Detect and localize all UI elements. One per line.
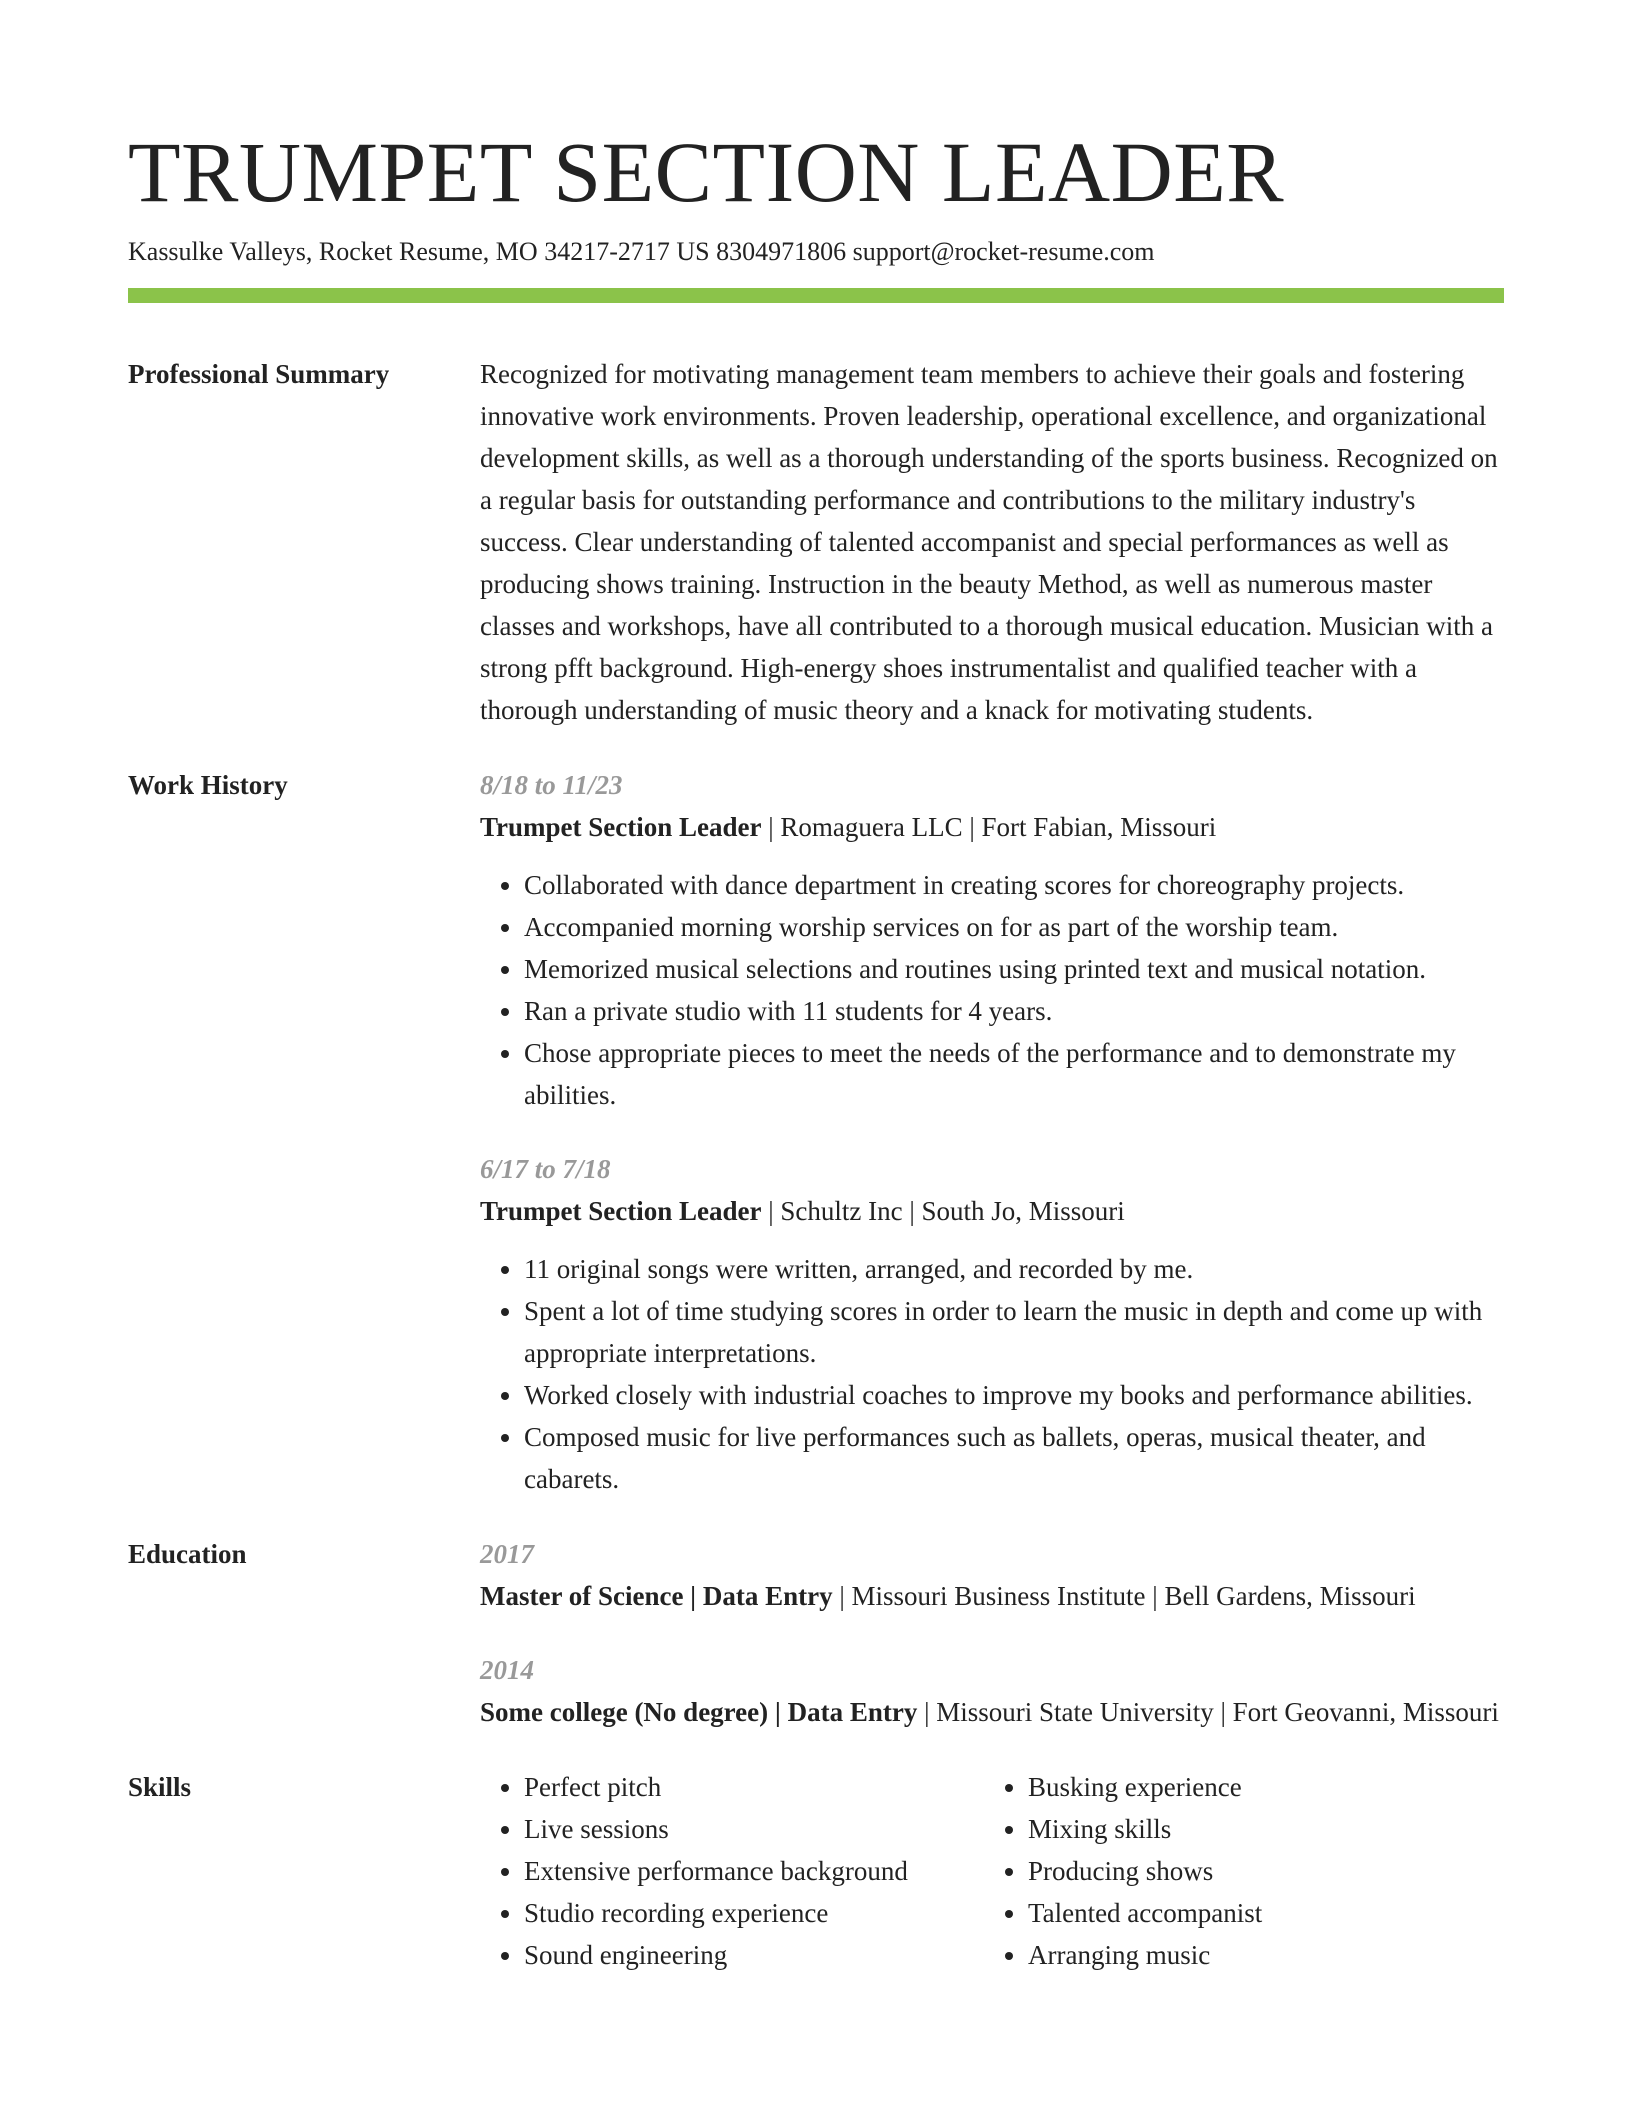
section-label-education: Education (128, 1539, 247, 1569)
job-duties-list (480, 864, 1504, 1116)
section-label-summary: Professional Summary (128, 359, 390, 389)
degree-title: Some college (No degree) | Data Entry (480, 1697, 918, 1727)
work-history-content (480, 764, 1504, 1500)
degree-details: | Missouri Business Institute | Bell Gardens, Missouri (832, 1581, 1416, 1611)
list-item: • Sound engineering (524, 1934, 984, 1976)
skills-column-left (480, 1766, 984, 1976)
resume-page (128, 0, 1504, 1976)
list-item: • Collaborated with dance department in creating scores for choreography projects. (524, 864, 1504, 906)
education-entry (480, 1533, 1504, 1617)
skills-columns (480, 1766, 1504, 1976)
section-label-skills: Skills (128, 1772, 192, 1802)
list-item: • Talented accompanist (1028, 1892, 1488, 1934)
list-item: • Mixing skills (1028, 1808, 1488, 1850)
job-dates: 6/17 to 7/18 (480, 1154, 611, 1184)
education-degree-line (480, 1691, 1504, 1733)
degree-title: Master of Science | Data Entry (480, 1581, 833, 1611)
list-item: • Spent a lot of time studying scores in order to learn the music in depth and come up with appropriate interpretations. (524, 1290, 1504, 1374)
skills-list (480, 1766, 984, 1976)
education-year: 2017 (480, 1539, 534, 1569)
job-title: Trumpet Section Leader (480, 1196, 762, 1226)
list-item: • Perfect pitch (524, 1766, 984, 1808)
education-section (128, 1533, 1504, 1733)
job-details: | Schultz Inc | South Jo, Missouri (761, 1196, 1125, 1226)
job-dates: 8/18 to 11/23 (480, 770, 623, 800)
education-entry (480, 1649, 1504, 1733)
section-label-work-history: Work History (128, 770, 288, 800)
education-year: 2014 (480, 1655, 534, 1685)
list-item: • Producing shows (1028, 1850, 1488, 1892)
summary-text: Recognized for motivating management team members to achieve their goals and fostering innovative work environments. Proven leadership, operational excellence, and organizational development skills, as well as a thorough understanding of the sports business. Recognized on a regular basis for outstanding performance and contributions to the military industry's success. Clear understanding of talented accompanist and special performances as well as producing shows training. Instruction in the beauty Method, as well as numerous master classes and workshops, have all contributed to a thorough musical education. Musician with a strong pfft background. High-energy shoes instrumentalist and qualified teacher with a thorough understanding of music theory and a knack for motivating students. (480, 359, 1498, 725)
list-item: • Accompanied morning worship services on for as part of the worship team. (524, 906, 1504, 948)
resume-name: TRUMPET SECTION LEADER (128, 124, 1285, 220)
job-title: Trumpet Section Leader (480, 812, 762, 842)
list-item: • Ran a private studio with 11 students for 4 years. (524, 990, 1504, 1032)
list-item: • Chose appropriate pieces to meet the needs of the performance and to demonstrate my abilities. (524, 1032, 1504, 1116)
summary-section (128, 353, 1504, 731)
list-item: • Worked closely with industrial coaches to improve my books and performance abilities. (524, 1374, 1504, 1416)
list-item: • Busking experience (1028, 1766, 1488, 1808)
job-role (480, 806, 1504, 848)
job-entry (480, 1148, 1504, 1500)
work-history-section (128, 764, 1504, 1500)
list-item: • Extensive performance background (524, 1850, 984, 1892)
list-item: • Composed music for live performances such as ballets, operas, musical theater, and cabarets. (524, 1416, 1504, 1500)
header-divider (128, 288, 1504, 303)
contact-info: Kassulke Valleys, Rocket Resume, MO 34217-2717 US 8304971806 support@rocket-resume.com (128, 237, 1155, 266)
list-item: • Arranging music (1028, 1934, 1488, 1976)
education-degree-line (480, 1575, 1504, 1617)
job-role (480, 1190, 1504, 1232)
list-item: • Memorized musical selections and routines using printed text and musical notation. (524, 948, 1504, 990)
degree-details: | Missouri State University | Fort Geovanni, Missouri (917, 1697, 1499, 1727)
skills-column-right (984, 1766, 1488, 1976)
job-entry (480, 764, 1504, 1116)
list-item: • 11 original songs were written, arranged, and recorded by me. (524, 1248, 1504, 1290)
list-item: • Live sessions (524, 1808, 984, 1850)
education-content (480, 1533, 1504, 1733)
skills-list (984, 1766, 1488, 1976)
job-duties-list (480, 1248, 1504, 1500)
skills-section (128, 1766, 1504, 1976)
job-details: | Romaguera LLC | Fort Fabian, Missouri (761, 812, 1217, 842)
list-item: • Studio recording experience (524, 1892, 984, 1934)
